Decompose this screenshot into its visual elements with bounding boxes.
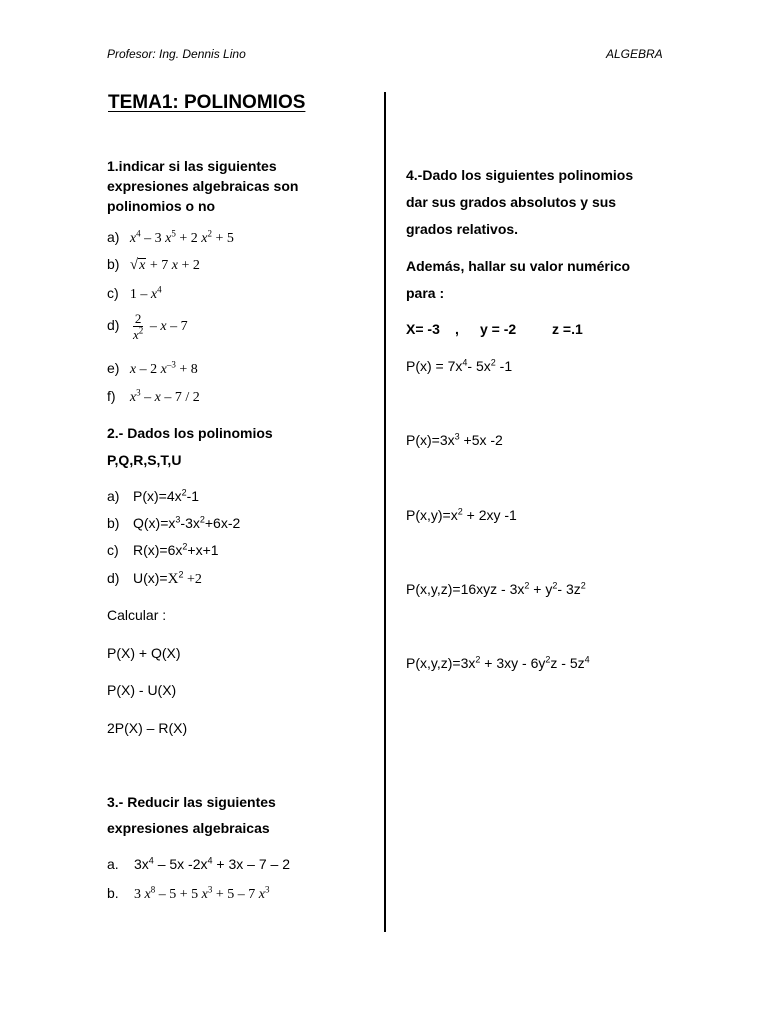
polynomial-p3: $P(x,y)=x^2 + 2xy$ -1 <box>406 506 517 523</box>
section1-line3: polinomios o no <box>107 198 216 214</box>
polynomial-p4: $P(x,y,z)=16xyz - 3x^2 + y^2-$ $3z^2$ <box>406 580 586 597</box>
header-author: Profesor: Ing. Dennis Lino <box>107 47 246 61</box>
math-expression: √ x + 7 x + 2 <box>129 257 200 273</box>
section2-line2: P,Q,R,S,T,U <box>107 452 182 468</box>
math-expression: x – 2 $x^{-3} + 8$ <box>129 359 198 377</box>
expression-f <box>107 388 200 406</box>
section1-line1: 1.indicar si las siguientes <box>107 158 277 174</box>
section1-line2: expresiones algebraicas son <box>107 178 299 194</box>
polynomial-p1: $P(x) = 7x^4-$ $5x^2$ -1 <box>406 357 513 374</box>
polynomial-p2: $P(x)=3x^3 +5x$ -2 <box>406 431 503 448</box>
section4-value-line1: Además, hallar su valor numérico <box>406 258 631 274</box>
operation-2: P(X) - U(X) <box>107 682 177 698</box>
header-subject: ALGEBRA <box>606 47 663 61</box>
expression-e <box>107 360 198 378</box>
item-label: c) <box>107 542 119 558</box>
section4-line2: dar sus grados absolutos y sus <box>406 194 617 210</box>
item-label: c) <box>107 285 119 301</box>
item-label: b) <box>107 256 120 272</box>
item-label: f) <box>107 388 116 404</box>
polynomial-r: c) $R(x)=6x^2+x+1$ <box>107 541 219 558</box>
polynomial-p: a) $P(x)=4x^2-1$ <box>107 487 200 504</box>
polynomial-u: d) $U(x)=X^2 +2$ <box>107 569 202 587</box>
value-x: X= -3 <box>406 321 440 337</box>
value-y: y = -2 <box>480 321 517 337</box>
math-expression: $x^4 - 3$ $x^5 + 2$ $x^2 + 5$ <box>129 228 234 246</box>
column-divider <box>384 92 386 932</box>
math-expression: $1 - x^4$ <box>129 284 162 302</box>
expression-b <box>107 256 200 274</box>
reduce-expression-b <box>107 885 269 903</box>
value-z: z =.1 <box>552 321 583 337</box>
item-label: e) <box>107 360 120 376</box>
section4-line3: grados relativos. <box>406 221 519 237</box>
item-label: d) <box>107 570 120 586</box>
item-label: a) <box>107 488 120 504</box>
operation-3: 2P(X) – R(X) <box>107 720 188 736</box>
item-label: b. <box>107 885 119 901</box>
reduce-expression-a: a. $3x^4 - 5x$ $-2x^4 + 3x - 7 - 2$ <box>107 855 290 872</box>
section4-line1: 4.-Dado los siguientes polinomios <box>406 167 634 183</box>
section3-line2: expresiones algebraicas <box>107 820 270 836</box>
item-label: a. <box>107 856 119 872</box>
expression-c <box>107 285 162 303</box>
fraction: $\frac{2}{x^2}$ <box>133 311 144 342</box>
math-expression: – x – 7 <box>146 319 188 335</box>
section4-value-line2: para : <box>406 285 445 301</box>
expression-a <box>107 229 234 247</box>
math-expression: 3 $x^8 - 5 + 5$ $x^3 + 5 - 7$ $x^3$ <box>134 884 270 902</box>
item-label: d) <box>107 317 120 334</box>
item-label: a) <box>107 229 120 245</box>
calculate-label: Calcular : <box>107 607 167 623</box>
math-expression: $x^3$ – x – 7 / 2 <box>129 387 200 405</box>
section3-line1: 3.- Reducir las siguientes <box>107 794 276 810</box>
expression-d <box>107 311 188 342</box>
item-label: b) <box>107 515 120 531</box>
sqrt-symbol: √ x <box>129 257 146 273</box>
value-separator: , <box>455 321 459 337</box>
polynomial-q: b) $Q(x)=x^3-3x^2+6x-2$ <box>107 514 241 531</box>
page-title: TEMA1: POLINOMIOS <box>108 92 306 113</box>
polynomial-p5: $P(x,y,z)=3x^2 + 3xy - 6y^2z - 5z^4$ <box>406 654 590 671</box>
section2-line1: 2.- Dados los polinomios <box>107 425 273 441</box>
operation-1: P(X) + Q(X) <box>107 645 181 661</box>
